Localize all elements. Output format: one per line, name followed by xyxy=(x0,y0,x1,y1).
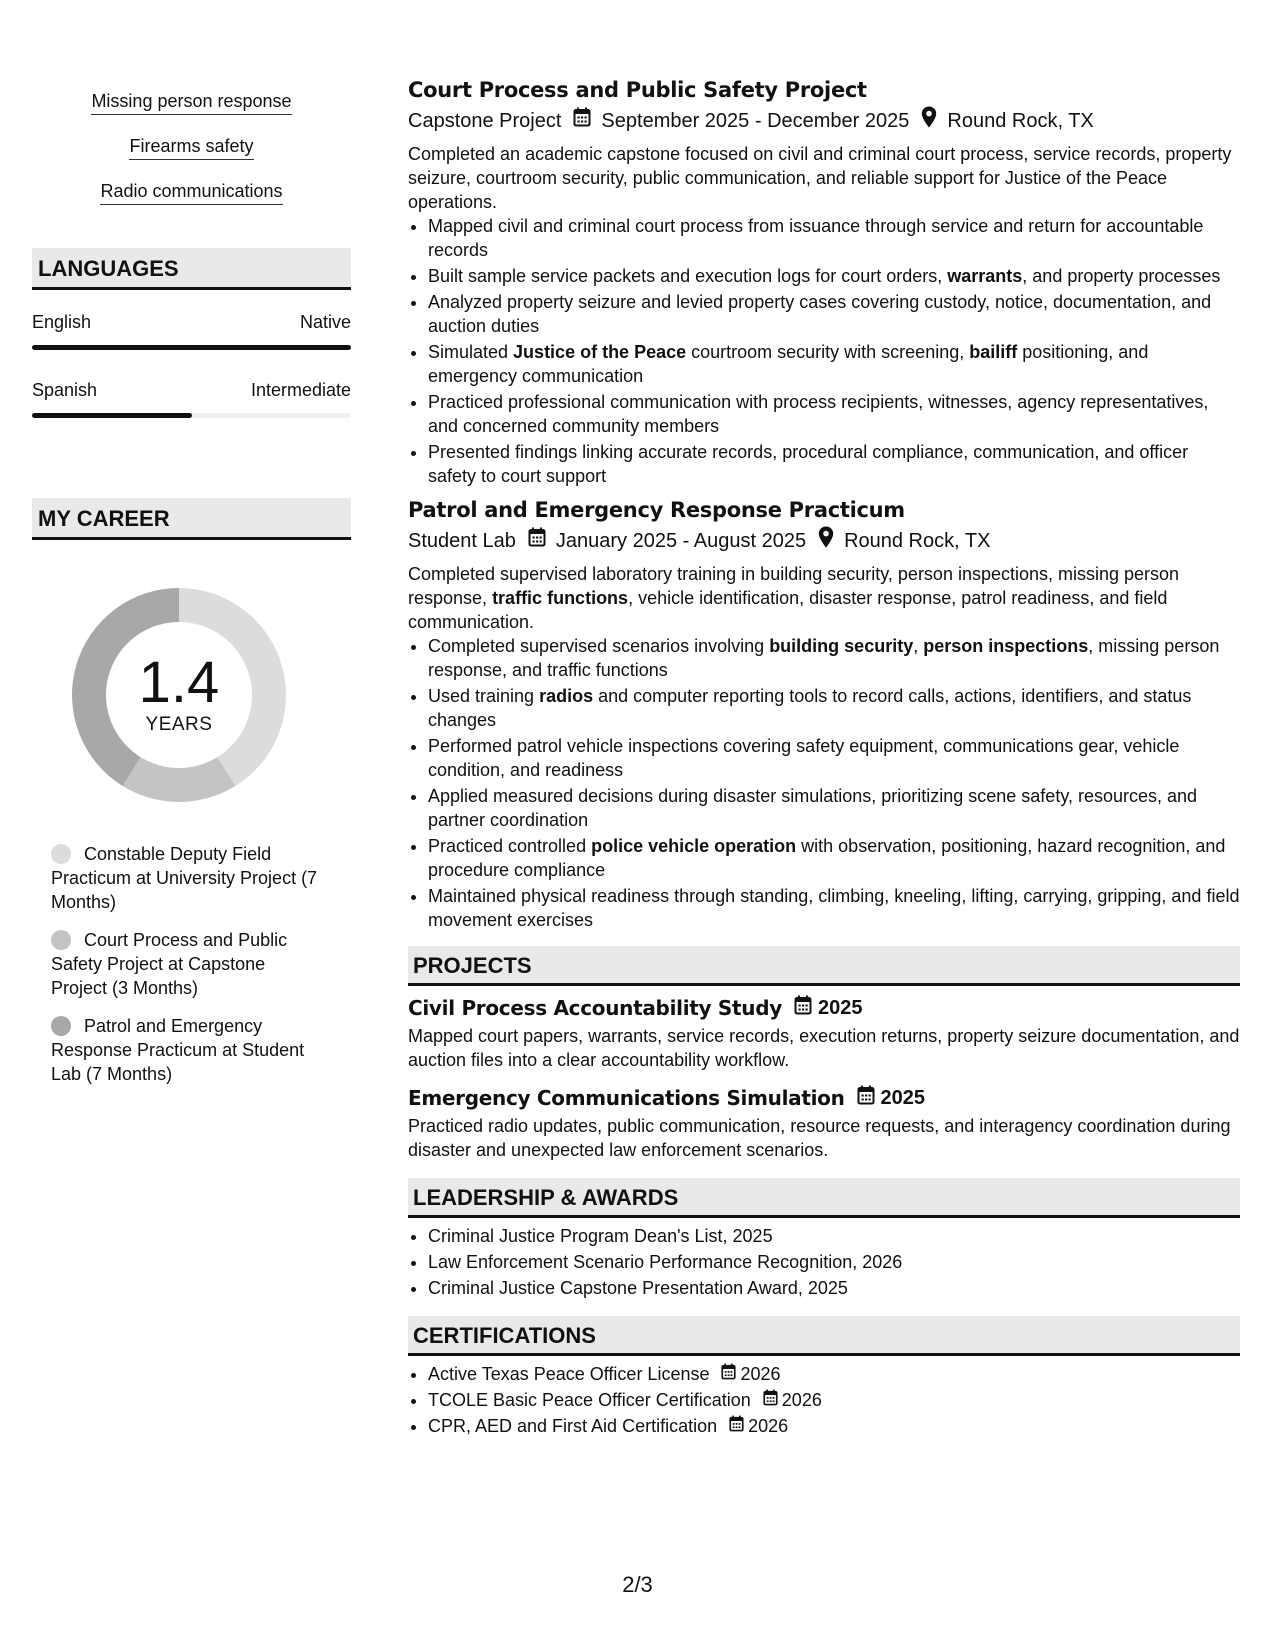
project-year: 2025 xyxy=(817,997,863,1019)
career-legend-label: Court Process and Public Safety Project at Capstone Project (3 Months) xyxy=(51,930,288,998)
career-legend-label: Constable Deputy Field Practicum at University Project (7 Months) xyxy=(51,844,318,912)
skill-item: Firearms safety xyxy=(129,135,253,160)
legend-dot-icon xyxy=(51,930,71,950)
project-year: 2025 xyxy=(880,1087,926,1109)
skill-item: Missing person response xyxy=(91,90,291,115)
language-level: Intermediate xyxy=(250,380,351,400)
job-meta xyxy=(408,106,1240,136)
language-spanish xyxy=(32,380,351,418)
experience-entry xyxy=(408,76,1240,488)
job-bullet: • Maintained physical readiness through standing, climbing, kneeling, lifting, carrying, gripping, and field movement exercises xyxy=(428,884,1240,932)
awards-list xyxy=(408,1224,1240,1300)
career-legend-label: Patrol and Emergency Response Practicum at Student Lab (7 Months) xyxy=(51,1016,305,1084)
career-total-unit: YEARS xyxy=(145,714,213,735)
job-bullet: • Presented findings linking accurate records, procedural compliance, communication, and officer safety to court support xyxy=(428,440,1240,488)
calendar-icon xyxy=(721,1362,736,1386)
job-bullet: • Analyzed property seizure and levied property cases covering custody, notice, documentation, and auction duties xyxy=(428,290,1240,338)
project-title: Civil Process Accountability Study xyxy=(408,996,782,1020)
page-number: 2/3 xyxy=(622,1572,653,1597)
certification-year: 2026 xyxy=(748,1416,789,1436)
project-entry xyxy=(408,994,1240,1072)
job-title: Court Process and Public Safety Project xyxy=(408,78,867,102)
language-name: Spanish xyxy=(32,380,98,400)
map-pin-icon xyxy=(921,106,937,136)
career-legend xyxy=(32,842,351,1086)
legend-dot-icon xyxy=(51,844,71,864)
career-legend-item xyxy=(51,842,321,914)
job-meta xyxy=(408,526,1240,556)
language-proficiency-bar xyxy=(32,345,351,350)
language-name: English xyxy=(32,312,92,332)
job-bullet: • Practiced professional communication with process recipients, witnesses, agency representatives, and concerned community members xyxy=(428,390,1240,438)
calendar-icon xyxy=(857,1084,875,1112)
job-bullet: • Mapped civil and criminal court process from issuance through service and return for accountable records xyxy=(428,214,1240,262)
certification-name: • Active Texas Peace Officer License xyxy=(428,1364,710,1384)
certification-item xyxy=(428,1362,1240,1386)
certifications-list xyxy=(408,1362,1240,1438)
job-dates: September 2025 - December 2025 xyxy=(601,110,910,132)
certification-item xyxy=(428,1388,1240,1412)
job-bullet: • Built sample service packets and execution logs for court orders, warrants, and property processes xyxy=(428,264,1240,288)
project-title: Emergency Communications Simulation xyxy=(408,1086,845,1110)
legend-dot-icon xyxy=(51,1016,71,1036)
job-description: Completed an academic capstone focused on civil and criminal court process, service records, property seizure, courtroom security, public communication, and reliable support for Justice of the Peace operations. xyxy=(408,144,1232,212)
language-level: Native xyxy=(299,312,351,332)
job-org: Student Lab xyxy=(408,530,516,552)
job-bullet: • Practiced controlled police vehicle operation with observation, positioning, hazard recognition, and procedure compliance xyxy=(428,834,1240,882)
languages-heading: LANGUAGES xyxy=(32,248,351,290)
award-item: • Criminal Justice Program Dean's List, 2025 xyxy=(428,1224,1240,1248)
skills-list xyxy=(32,80,351,215)
awards-heading: LEADERSHIP & AWARDS xyxy=(408,1178,1240,1218)
calendar-icon xyxy=(794,994,812,1022)
calendar-icon xyxy=(528,527,546,555)
job-bullet: • Performed patrol vehicle inspections covering safety equipment, communications gear, vehicle condition, and readiness xyxy=(428,734,1240,782)
certification-name: • CPR, AED and First Aid Certification xyxy=(428,1416,718,1436)
career-heading: MY CAREER xyxy=(32,498,351,540)
calendar-icon xyxy=(763,1388,778,1412)
job-bullet: • Simulated Justice of the Peace courtroom security with screening, bailiff positioning, and emergency communication xyxy=(428,340,1240,388)
project-description: Mapped court papers, warrants, service records, execution returns, property seizure documentation, and auction files into a clear accountability workflow. xyxy=(408,1026,1240,1070)
job-location: Round Rock, TX xyxy=(947,110,1094,132)
career-total-value: 1.4 xyxy=(138,650,220,715)
job-description: Completed supervised laboratory training in building security, person inspections, missing person response, traffic functions, vehicle identification, disaster response, patrol readiness, and field communication. xyxy=(408,564,1180,632)
calendar-icon xyxy=(573,107,591,135)
job-bullet: • Used training radios and computer reporting tools to record calls, actions, identifiers, and status changes xyxy=(428,684,1240,732)
language-english xyxy=(32,312,351,350)
experience-entry xyxy=(408,496,1240,932)
job-bullet: • Completed supervised scenarios involving building security, person inspections, missing person response, and traffic functions xyxy=(428,634,1240,682)
award-item: • Criminal Justice Capstone Presentation Award, 2025 xyxy=(428,1276,1240,1300)
certification-name: • TCOLE Basic Peace Officer Certification xyxy=(428,1390,751,1410)
job-bullets xyxy=(408,634,1240,932)
sidebar xyxy=(32,80,351,1100)
award-item: • Law Enforcement Scenario Performance Recognition, 2026 xyxy=(428,1250,1240,1274)
career-donut-chart xyxy=(64,580,294,810)
certification-year: 2026 xyxy=(781,1390,822,1410)
job-org: Capstone Project xyxy=(408,110,562,132)
map-pin-icon xyxy=(818,526,834,556)
job-title: Patrol and Emergency Response Practicum xyxy=(408,498,905,522)
certifications-heading: CERTIFICATIONS xyxy=(408,1316,1240,1356)
career-legend-item xyxy=(51,928,321,1000)
projects-heading: PROJECTS xyxy=(408,946,1240,986)
career-legend-item xyxy=(51,1014,321,1086)
certification-year: 2026 xyxy=(740,1364,781,1384)
language-proficiency-bar xyxy=(32,413,351,418)
language-proficiency-fill xyxy=(32,413,192,418)
project-description: Practiced radio updates, public communication, resource requests, and interagency coordination during disaster and unexpected law enforcement scenarios. xyxy=(408,1116,1231,1160)
project-entry xyxy=(408,1084,1240,1162)
skill-item: Radio communications xyxy=(100,180,282,205)
calendar-icon xyxy=(729,1414,744,1438)
job-bullets xyxy=(408,214,1240,488)
job-location: Round Rock, TX xyxy=(844,530,991,552)
certification-item xyxy=(428,1414,1240,1438)
main-content xyxy=(408,76,1240,1440)
job-bullet: • Applied measured decisions during disaster simulations, prioritizing scene safety, resources, and partner coordination xyxy=(428,784,1240,832)
language-proficiency-fill xyxy=(32,345,351,350)
job-dates: January 2025 - August 2025 xyxy=(555,530,807,552)
